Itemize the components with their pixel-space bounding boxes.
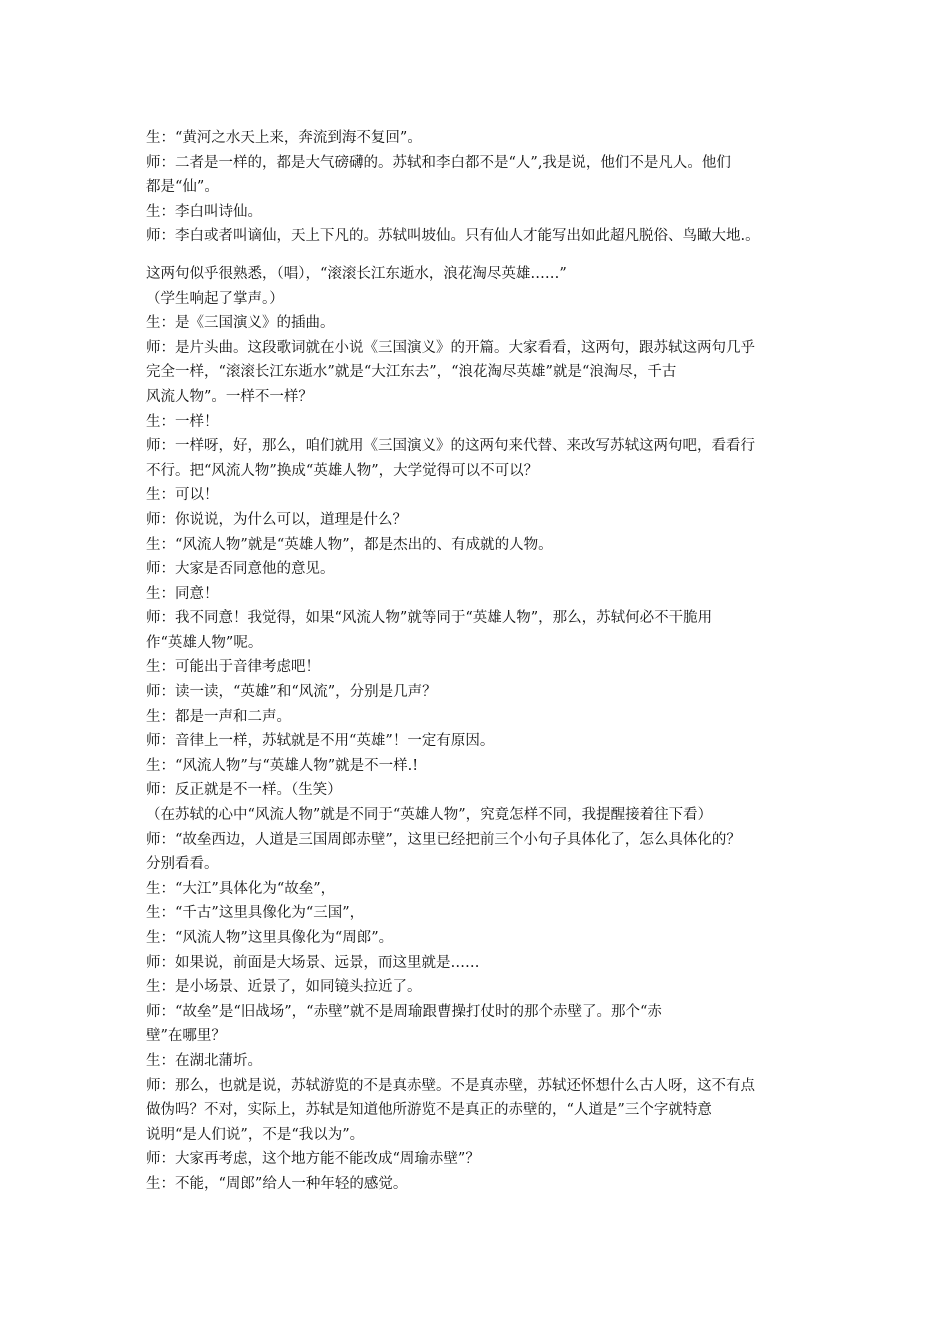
text-line: 师：那么，也就是说，苏轼游览的不是真赤壁。不是真赤壁，苏轼还怀想什么古人呀，这不有点 — [146, 1077, 755, 1094]
text-line: 生：“风流人物”这里具像化为“周郎”。 — [146, 930, 394, 946]
text-line: 生：是《三国演义》的插曲。 — [146, 315, 335, 332]
text-line: 生：“千古”这里具像化为“三国”， — [146, 905, 365, 922]
text-line: 这两句似乎很熟悉，（唱），“滚滚长江东逝水，浪花淘尽英雄……” — [146, 265, 567, 282]
text-line: 壁”在哪里？ — [146, 1028, 226, 1045]
text-line: 师：音律上一样，苏轼就是不用“英雄”！一定有原因。 — [146, 733, 495, 750]
text-line: 完全一样，“滚滚长江东逝水”就是“大江东去”，“浪花淘尽英雄”就是“浪淘尽，千古 — [146, 364, 677, 381]
text-line: 生：“风流人物”就是“英雄人物”，都是杰出的、有成就的人物。 — [146, 536, 553, 553]
text-line: 师：二者是一样的，都是大气磅礴的。苏轼和李白都不是“人”,我是说，他们不是凡人。他们 — [146, 154, 731, 171]
text-line: 师：我不同意！我觉得，如果“风流人物”就等同于“英雄人物”，那么，苏轼何必不干脆用 — [146, 610, 713, 627]
text-line: （在苏轼的心中“风流人物”就是不同于“英雄人物”，究竟怎样不同，我提醒接着往下看） — [146, 807, 713, 824]
text-line: 师：你说说，为什么可以，道理是什么？ — [146, 511, 407, 528]
text-line: 师：“故垒西边，人道是三国周郎赤壁”，这里已经把前三个小句子具体化了，怎么具体化的？ — [146, 831, 741, 848]
text-line: 师：大家是否同意他的意见。 — [146, 561, 335, 578]
text-line: 生：“风流人物”与“英雄人物”就是不一样.! — [146, 757, 419, 774]
text-line: 师：大家再考虑，这个地方能不能改成“周瑜赤壁”？ — [146, 1151, 480, 1168]
text-line: 生：可能出于音律考虑吧！ — [146, 659, 320, 676]
text-line: 生：在湖北蒲圻。 — [146, 1052, 262, 1069]
text-line: 生：可以！ — [146, 487, 219, 504]
text-line: 师：是片头曲。这段歌词就在小说《三国演义》的开篇。大家看看，这两句，跟苏轼这两句几乎 — [146, 339, 755, 356]
text-line: 分别看看。 — [146, 856, 219, 873]
text-line: 师：反正就是不一样。（生笑） — [146, 782, 342, 799]
text-line: 作“英雄人物”呢。 — [146, 634, 263, 651]
text-line: 师：“故垒”是“旧战场”，“赤壁”就不是周瑜跟曹操打仗时的那个赤壁了。那个“赤 — [146, 1003, 662, 1020]
text-line: 生：都是一声和二声。 — [146, 708, 291, 725]
text-line: 生：是小场景、近景了，如同镜头拉近了。 — [146, 979, 422, 996]
text-line: 师：读一读，“英雄”和“风流”，分别是几声？ — [146, 684, 437, 701]
text-line: 说明“是人们说”，不是“我以为”。 — [146, 1126, 365, 1143]
text-line: 师：如果说，前面是大场景、远景，而这里就是…… — [146, 954, 480, 971]
text-line: 师：一样呀，好，那么，咱们就用《三国演义》的这两句来代替、来改写苏轼这两句吧，看看行 — [146, 438, 755, 455]
text-line: 都是“仙”。 — [146, 179, 219, 196]
dialogue-text — [146, 126, 816, 1197]
text-line: 生：“黄河之水天上来，奔流到海不复回”。 — [146, 130, 422, 146]
text-line: 生：一样！ — [146, 413, 219, 430]
text-line: 不行。把“风流人物”换成“英雄人物”，大学觉得可以不可以？ — [146, 462, 539, 479]
text-line: 师：李白或者叫谪仙，天上下凡的。苏轼叫坡仙。只有仙人才能写出如此超凡脱俗、鸟瞰大地.。 — [146, 228, 760, 245]
text-line: 生：同意！ — [146, 585, 219, 602]
text-line: 做伪吗？不对，实际上，苏轼是知道他所游览不是真正的赤壁的，“人道是”三个字就特意 — [146, 1102, 712, 1119]
text-line: （学生响起了掌声。） — [146, 290, 284, 307]
text-line: 生：“大江”具体化为“故垒”， — [146, 880, 336, 897]
paragraph-gap — [146, 249, 816, 262]
text-line: 风流人物”。一样不一样？ — [146, 388, 313, 405]
text-line: 生：不能，“周郎”给人一种年轻的感觉。 — [146, 1175, 408, 1192]
text-line: 生：李白叫诗仙。 — [146, 203, 262, 220]
